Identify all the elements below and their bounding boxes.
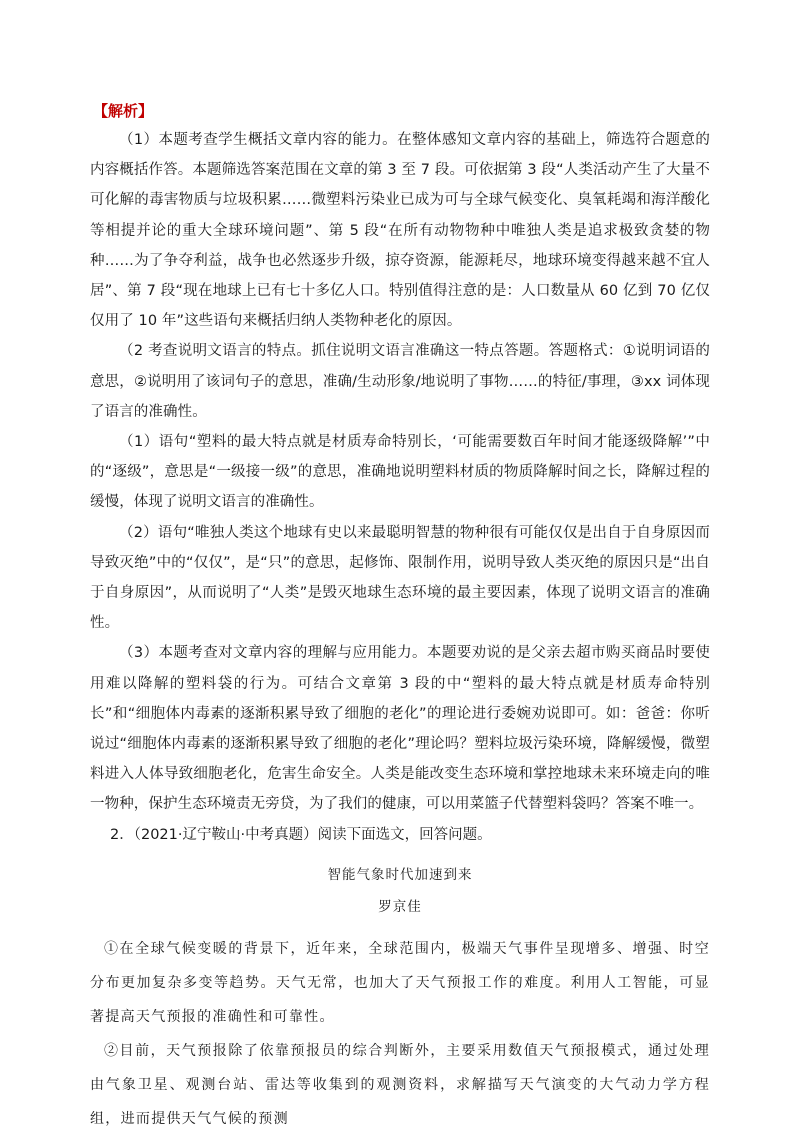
question-2-prompt: 2．（2021·辽宁鞍山·中考真题）阅读下面选文，回答问题。 xyxy=(110,826,492,843)
analysis-paragraph-5: （3）本题考查对文章内容的理解与应用能力。本题要劝说的是父亲去超市购买商品时要使用难以降解的塑料袋的行为。可结合文章第 3 段的中“塑料的最大特点就是材质寿命特别长”和“细胞体内毒素的逐渐积累导致了细胞的老化”的理论进行委婉劝说即可。如：爸爸：你听说过“细胞体内毒素的逐渐积累导致了细胞的老化”理论吗？塑料垃圾污染环境，降解缓慢，微塑料进入人体导致细胞老化，危害生命安全。人类是能改变生态环境和掌控地球未来环境走向的唯一物种，保护生态环境责无旁贷，为了我们的健康，可以用菜篮子代替塑料袋吗？答案不唯一。 xyxy=(90,645,710,813)
article-paragraph-1: ①在全球气候变暖的背景下，近年来，全球范围内，极端天气事件呈现增多、增强、时空分布更加复杂多变等趋势。天气无常，也加大了天气预报工作的难度。利用人工智能，可显著提高天气预报的准确性和可靠性。 xyxy=(90,940,710,1025)
article-author: 罗京佳 xyxy=(378,898,422,915)
article-paragraph-2: ②目前，天气预报除了依靠预报员的综合判断外，主要采用数值天气预报模式，通过处理由气象卫星、观测台站、雷达等收集到的观测资料，求解描写天气演变的大气动力学方程组，进而提供天气气候的预测 xyxy=(90,1042,710,1127)
page-content xyxy=(90,97,710,1136)
article-title: 智能气象时代加速到来 xyxy=(327,866,473,883)
analysis-paragraph-1: （1）本题考查学生概括文章内容的能力。在整体感知文章内容的基础上，筛选符合题意的内容概括作答。本题筛选答案范围在文章的第 3 至 7 段。可依据第 3 段“人类活动产生了大量不可化解的毒害物质与垃圾积累……微塑料污染业已成为可与全球气候变化、臭氧耗竭和海洋酸化等相提并论的重大全球环境问题”、第 5 段“在所有动物物种中唯独人类是追求极致贪婪的物种……为了争夺利益，战争也必然逐步升级，掠夺资源，能源耗尽，地球环境变得越来越不宜人居”、第 7 段“现在地球上已有七十多亿人口。特别值得注意的是：人口数量从 60 亿到 70 亿仅仅用了 10 年”这些语句来概括归纳人类物种老化的原因。 xyxy=(90,132,710,330)
analysis-paragraph-4: （2）语句“唯独人类这个地球有史以来最聪明智慧的物种很有可能仅仅是出自于自身原因而导致灭绝”中的“仅仅”，是“只”的意思，起修饰、限制作用，说明导致人类灭绝的原因只是“出自于自身原因”，从而说明了“人类”是毁灭地球生态环境的最主要因素，体现了说明文语言的准确性。 xyxy=(90,524,710,632)
analysis-paragraph-2: （2 考查说明文语言的特点。抓住说明文语言准确这一特点答题。答题格式：①说明词语的意思，②说明用了该词句子的意思，准确/生动形象/地说明了事物……的特征/事理，③xx 词体现了语言的准确性。 xyxy=(90,343,710,420)
analysis-heading: 【解析】 xyxy=(93,102,154,120)
analysis-paragraph-3: （1）语句“塑料的最大特点就是材质寿命特别长，‘可能需要数百年时间才能逐级降解’”中的“逐级”，意思是“一级接一级”的意思，准确地说明塑料材质的物质降解时间之长，降解过程的缓慢，体现了说明文语言的准确性。 xyxy=(90,434,710,511)
